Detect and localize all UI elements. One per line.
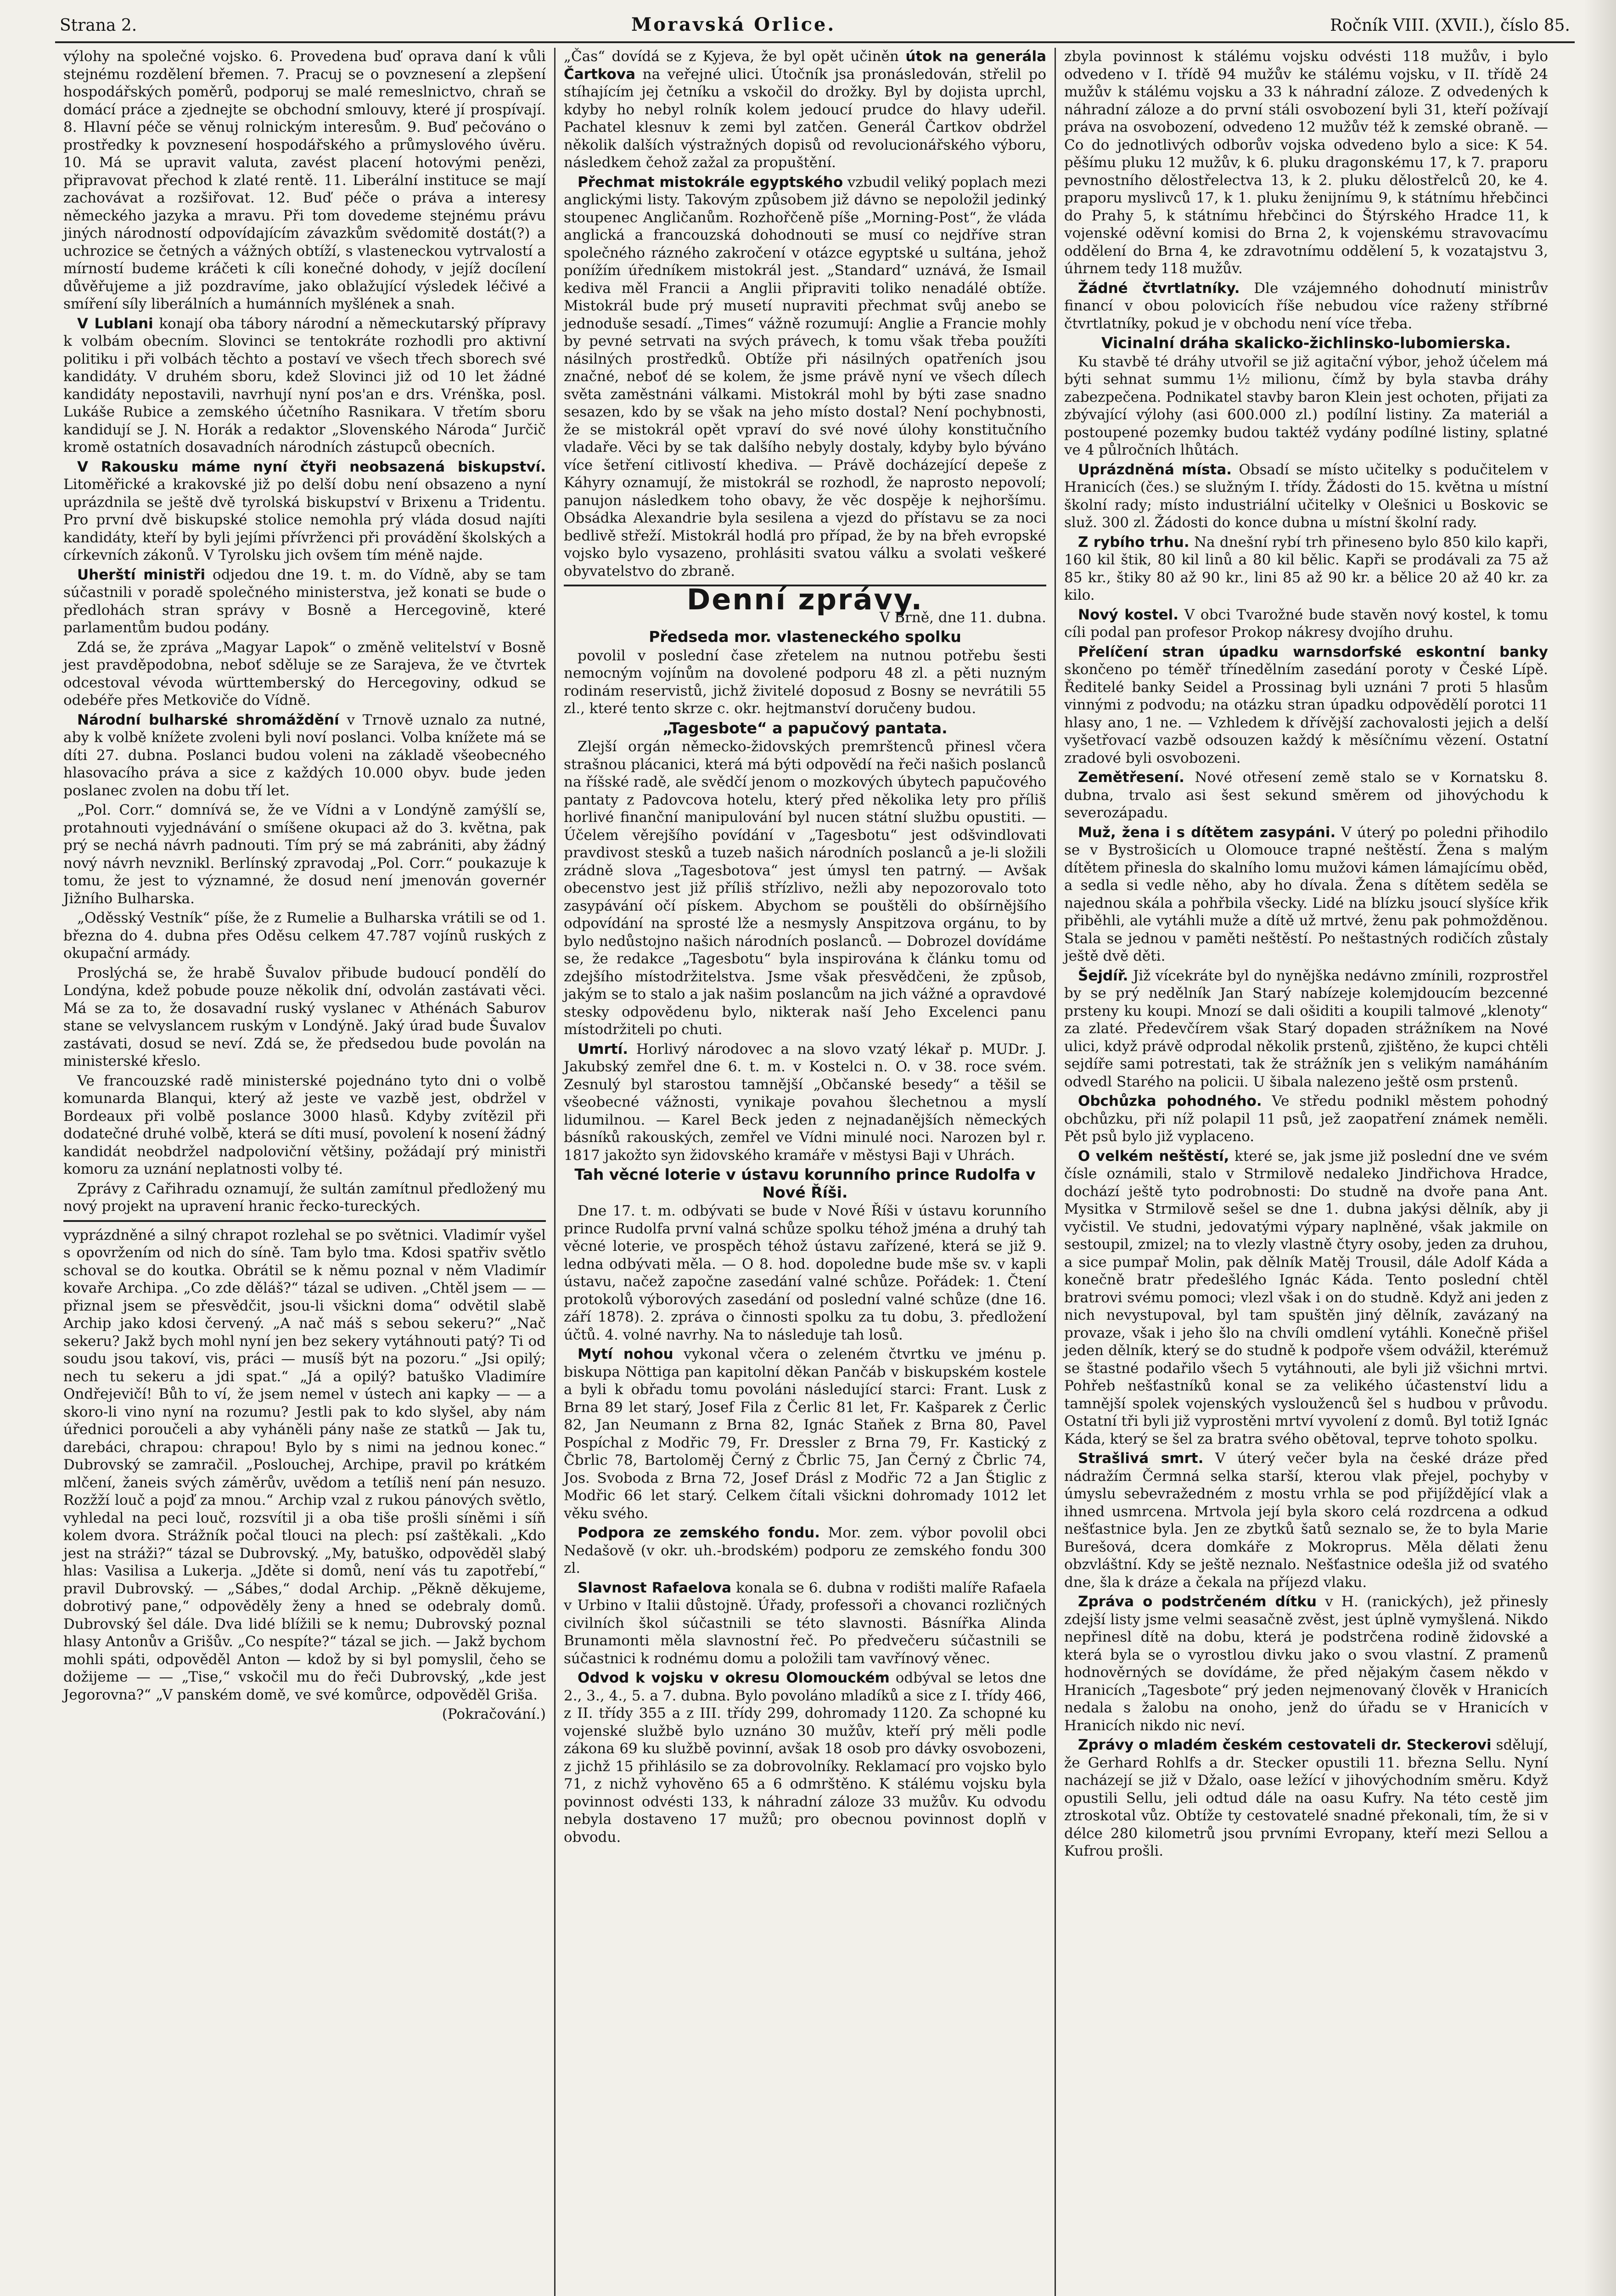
text-ditko: v H. (ranických), jež přinesly zdejší listy jsme velmi seasačně zvěst, jest úplně vymyšlená. Nikdo nepřinesl dítě na dobu, která je podstrčena rodině židovské a která byla se o vyrostlou divku jako o svou vlastní. Z pramenů hodnověrných se dovídáme, že před nějakým časem někdo v Hranicích „Tagesbote“ prý jeden nejmenovaný člověk v Hranicích nedala s žalobu na onoho, jenž do úřadu se v Hranicích v Hranicích nikdo nic neví.	[1064, 1593, 1549, 1734]
article-umrti	[564, 1041, 1046, 1165]
heading-egypt: Přechmat mistokrále egyptského	[578, 174, 843, 191]
text-lublani: konají oba tábory národní a německutarský přípravy k volbám obecním. Slovinci se tentokráte rozhodli pro aktivní politiku i při volbách těchto a postaví ve všech třech sborech své kandidáty. V druhém sboru, kdež Slovinci již od 10 let žádné kandidáty nepostavili, navrhují nyní pos'an e drs. Vrénška, posl. Lukáše Rubice a zemského účetního Rasnikara. V třetím sboru kandidují se J. N. Horák a redaktor „Slovenského Národa“ Jurčič kromě ostatních dosavadních národních zástupců obecních.	[63, 315, 546, 456]
text-mista: Obsadí se místo učitelky s podučitelem v Hranicích (čes.) se služným I. třídy. Žádosti do 15. května u místní školní rady; místo industriální učitelky v Olešnici u Boskovic se služ. 300 zl. Žádosti do konce dubna u místní školní rady.	[1064, 461, 1549, 531]
article-ryb	[1064, 534, 1548, 604]
article-podpora	[564, 1524, 1046, 1577]
section-title-denni-zpravy: Denní zprávy.	[686, 583, 924, 616]
article-mista	[1064, 461, 1548, 532]
text-stecker: sdělují, že Gerhard Rohlfs a dr. Stecker opustili 11. března Sellu. Nyní nacházejí se již v Džalo, oase ležící v jihovýchodním směru. Když opustili Sellu, jeli odtud dále na oasu Kufry. Na této cestě jim ztroskotal vůz. Obtíže ty cestovatelé snadné překonali, tím, že si v délce 280 kilometrů jsou prvními Evropany, kteří mezi Sellou a Kufrou prošli.	[1064, 1737, 1548, 1859]
text-cartkov: na veřejné ulici. Útočník jsa pronásledován, střelil po stíhajícím jej četníku a vskočil do drožky. Byl by dojista uprchl, kdyby ho nebyl rolník kolem jedoucí prudce do hlavy udeřil. Pachatel klesnuv k zemi byl zatčen. Generál Čartkov obdržel několik dalších výstražných dopisů od revolucionářského výboru, následkem čehož zažal za propuštění.	[564, 66, 1046, 171]
article-muz	[1064, 824, 1548, 965]
heading-banky: Přelíčení stran úpadku warnsdorfské eskontní banky	[1078, 643, 1548, 660]
issue-info: Ročník VIII. (XVII.), číslo 85.	[1330, 16, 1570, 35]
page-header	[55, 14, 1575, 43]
article-odvod	[564, 1669, 1046, 1846]
text-egypt: vzbudil veliký poplach mezi anglickými listy. Takovým způsobem již dávno se nepoložil jedinký stoupenec Angličanům. Rozhořčeně píše „Morning-Post“, že vláda anglická a francouzská dohodnouti se musí co nejdříve stran společného rázného zakročení v otázce egyptské u sultána, jehož ponížím úředníkem mistokrál jest. „Standard“ uznává, že Ismail kediva měl Francii a Anglii připraviti toliko nenadálé obtíže. Mistokrál bude prý musetí nupraviti přechmat svůj anebo se jednoduše sesadí. „Times“ vážně rozumují: Anglie a Francie mohly by pevné setrvati na svých právech, k tomu však třeba použíti násilných prostředků. Obtíže při násilných opatřeních jsou značné, neboť dé se kolem, že jsme právě nyní ve všech dílech světa zaměstnáni válkami. Mistokrál mohl by býti zase snadno sesazen, kdo by se však na jeho místo dostal? Není pochybnosti, že se mistokrál opět vpraví do své nové úlohy konstitučního vladaře. Věci by se tak dalšího nebyly dostaly, kdyby bylo býváno více šetření citlivostí khediva. — Právě docházející depeše z Káhyry oznamují, že mistokrál se rozhodl, že naprosto nepovolí; panujon následkem toho obavy, že věc dospěje k nejhoršímu. Obsádka Alexandrie byla sesilena a vjezd do přístavu se za noci bedlivě střeží. Mistokrál hodlá pro případ, že by na břeh evropské vojsko bylo vysazeno, prohlásiti svatou válku a svolati veškeré obyvatelstvo do zbraně.	[564, 174, 1046, 580]
heading-podpora: Podpora ze zemského fondu.	[578, 1525, 820, 1541]
article-rafael	[564, 1579, 1046, 1668]
article-myti	[564, 1345, 1046, 1522]
article-polcorr: „Pol. Corr.“ domnívá se, že ve Vídni a v Londýně zamýšlí se, protahnouti vyjednávání o smíšene okupaci až do 3. května, pak prý se nechá návrh padnouti. Tím prý se má zabrániti, aby žádný nový návrh nevznikl. Berlínský zpravodaj „Pol. Corr.“ poukazuje k tomu, že jest to významné, že dosud není jmenován governér Jižního Bulharska.	[63, 802, 546, 907]
heading-smrt: Strašlivá smrt.	[1078, 1450, 1204, 1467]
text-kostel: V obci Tvarožné bude stavěn nový kostel, k tomu cíli podal pan profesor Prokop nákresy dvojího druhu.	[1064, 606, 1548, 641]
masthead: Moravská Orlice.	[631, 14, 836, 35]
article-biskupstvi	[63, 458, 546, 564]
heading-predseda: Předseda mor. vlasteneckého spolku	[649, 628, 961, 646]
heading-obchuzka: Obchůzka pohodného.	[1078, 1093, 1262, 1109]
article-francouzske: Ve francouzské radě ministerské pojednáno tyto dni o volbě komunarda Blanqui, který až jeste ve vazbě jest, obdržel v Bordeaux při volbě poslance 3000 hlasů. Kdyby zvítězil při dodatečné druhé volbě, která se díti musí, povolení k nosení žádný kandidát neobdržel nadpoloviční většiny, požádají prý ministři komoru za uznání neplatnosti volby té.	[63, 1072, 546, 1177]
heading-rafael: Slavnost Rafaelova	[578, 1579, 732, 1596]
article-suvalov: Proslýchá se, že hrabě Šuvalov přibude budoucí pondělí do Londýna, kdež pobude pouze několik dní, odvolán zastávati věci. Má se za to, že dosavadní ruský vyslanec v Athénách Saburov stane se velvyslancem ruským v Londýně. Jaký úrad bude Šuvalov zastávati, dosud se neví. Zdá se, že předsedou bude povolán na ministerské křeslo.	[63, 964, 546, 1069]
article-egypt	[564, 174, 1046, 580]
heading-mista: Uprázdněná místa.	[1078, 461, 1232, 478]
text-sejdir: Již vícekráte byl do nynějška nedávno zmínili, rozprostřel by se prý nedělník Jan Starý nabízeje kolemjdoucím bezcenné prsteny ku koupi. Mnozí se dali ošiditi a koupili talmové „klenoty“ za zlaté. Předevčírem však Starý dopaden strážníkem na Nové ulici, když právě odprodal několik prstenů, zjištěno, že kupci chtěli sejdíře sami potrestati, tak že strážník jen s velikým namáháním odvedl Starého na policii. U šibala nalezeno ještě osm prstenů.	[1064, 967, 1549, 1090]
heading-cartkov: útok na generála Čartkova	[564, 48, 1047, 83]
article-kostel	[1064, 606, 1548, 642]
text-zemetreseni: Nové otřesení země stalo se v Kornatsku 8. dubna, trvalo asi šest sekund směrem od jihovýchodu k severozápadu.	[1064, 769, 1549, 821]
text-muz: V úterý po poledni přihodilo se v Bystrošicích u Olomouce trapné neštěstí. Žena s malým dítětem přinesla do skalního lomu mužovi kámen lámajícímu oběd, a sedla si vedle něho, aby ho dívala. Žena s dítětem seděla se najednou skála a pohřbila všecky. Lidé na blízku jsoucí slyšíce křik přiběhli, ale vytáhli muže a dítě už mrtvé, ženu pak pohmožděnou. Stala se jednou v paměti neštěstí. Po neštastných rodičích zůstaly ještě dvě děti.	[1064, 824, 1548, 964]
column-2	[556, 48, 1056, 2296]
article-stecker	[1064, 1736, 1548, 1860]
heading-kostel: Nový kostel.	[1078, 606, 1179, 623]
text-ctvrtlatniky: Dle vzájemného dohodnutí ministrův financí v obou polovicích říše nebudou více raženy stříbrné čtvrtlatníky, pokud je v obchodu není více třeba.	[1064, 280, 1548, 332]
text-odvod: odbýval se letos dne 2., 3., 4., 5. a 7. dubna. Bylo povoláno mladíků a sice z I. třídy 466, z II. třídy 355 a z III. třídy 299, dohromady 1120. Za schopné ku vojenské službě bylo uznáno 30 mužův, kteří prý měli podle zákona 69 ku službě povinní, avšak 18 osob pro dávky osvobozeni, z jichž 15 přihlásilo se za dobrovolníky. Reklamací pro vojsko bylo 71, z nichž vyhověno 65 a 6 odmrštěno. K stálému vojsku byla povinnost odvésti 133, k náhradní záloze 33 mužův. Ku odvodu nebyla dostaveno 17 mužů; pro obecnou povinnost doplň v obvodu.	[564, 1670, 1046, 1846]
heading-ditko: Zpráva o podstrčeném dítku	[1078, 1593, 1317, 1610]
heading-uhersti: Uherští ministři	[77, 566, 206, 583]
column-3	[1056, 48, 1556, 2296]
article-lublani	[63, 315, 546, 456]
text-cartkov-intro: „Čas“ dovídá se z Kyjeva, že byl opět učiněn	[564, 48, 899, 65]
article-banky	[1064, 643, 1548, 767]
text-myti: vykonal včera o zeleném čtvrtku ve jménu p. biskupa Nöttiga pan kapitolní děkan Pančáb v biskupském kostele a byli k obřadu tomu povoláni následující starci: Frant. Lusk z Brna 89 let starý, Josef Fila z Čerlic 81 let, Fr. Kašparek z Čerlic 82, Jan Neumann z Brna 82, Ignác Staňek z Brna 80, Pavel Pospíchal z Modřic 79, Fr. Dressler z Brna 79, Fr. Kastický z Čbrlic 78, Bartoloměj Černý z Čbrlic 75, Jan Černý z Čbrlic 74, Jos. Svoboda z Brna 72, Josef Drásl z Modřic 72 a Jan Štiglic z Modřic 66 let starý. Celkem čítali všickni dohromady 1012 let věku svého.	[564, 1346, 1046, 1522]
text-ryb: Na dnešní rybí trh přineseno bylo 850 kilo kapři, 160 kil štik, 80 kil linů a 80 kil bělic. Kapři se prodávali za 75 až 85 kr., štiky 80 až 90 kr., lini 85 až 90 kr. a bělice 20 až 40 kr. za kilo.	[1064, 534, 1548, 603]
text-banky: skončeno po téměř třínedělním zasedání poroty v České Lípě. Ředitelé banky Seidel a Prossinag byli uznáni 7 proti 5 hlasům vinnými z podvodu; na otázku stran úpadku odpovědělí porotci 11 hlasy ano, 1 ne. — Vzhledem k dřívější zachovalosti jejich a delší vyšetřovací vazbě odsouzen každý k měsíčnímu vězení. Ostatní zradové byli osvobozeni.	[1064, 661, 1548, 766]
heading-lublani: V Lublani	[77, 315, 153, 332]
text-loterie: Dne 17. t. m. odbývati se bude v Nové Říši v ústavu korunního prince Rudolfa první valná schůze spolku téhož jména a druhý tah věcné loterie, ve prospěch téhož ústavu zařízené, která se již 9. ledna odbývati měla. — O 8. hod. dopoledne bude mše sv. v kapli ústavu, načež započne zasedání valné schůze. Pořádek: 1. Čtení protokolů výborových zasedání od poslední valné schůze (dne 16. září 1878). 2. zpráva o činnosti spolku za tu dobu, 3. předložení účtů. 4. volné navrhy. Na to následuje tah losů.	[564, 1203, 1046, 1343]
article-nesteste	[1064, 1148, 1548, 1448]
heading-muz: Muž, žena i s dítětem zasypáni.	[1078, 824, 1336, 841]
dateline: V Brně, dne 11. dubna.	[880, 609, 1046, 626]
scan-edge	[1584, 0, 1616, 2296]
article-cartkov	[564, 48, 1046, 172]
text-predseda: povolil v poslední čase zřetelem na nutnou potřebu šesti nemocným vojínům na dovolené podporu 48 zl. a pěti nuzným rodinám reservistů, jichž živitelé doposud z Bosny se nevrátili 55 zl., které tento skrze c. okr. hejtmanství doručeny budou.	[564, 647, 1046, 717]
article-ditko	[1064, 1593, 1548, 1734]
heading-odvod: Odvod k vojsku v okresu Olomouckém	[578, 1670, 890, 1686]
heading-draha: Vicinalní dráha skalicko-žichlinsko-lubomierska.	[1101, 334, 1511, 352]
text-podpora: Mor. zem. výbor povolil obci Nedašově (v okr. uh.-brodském) podporu ze zemského fondu 300 zl.	[564, 1525, 1047, 1576]
text-odvod-cont: zbyla povinnost k stálému vojsku odvésti 118 mužův, i bylo odvedeno v I. třídě 94 mužův ke stálému vojsku, v II. třídě 24 mužův k stálému vojsku a 33 k náhradní záloze. Z odvedených k náhradní záloze a do první stáli osvobození byli 31, kteří požívají práva na osvobození, odvedeno 12 mužův též k zemské obraně. — Co do jednotlivých odborův vojska odvedeno bylo a sice: K 54. pěšímu pluku 12 mužův, k 6. pluku dragonskému 17, k 7. praporu pevnostního dělostřelectva 13, k 2. pluku dělostřelců 20, ke 4. praporu myslivců 17, k 1. pluku ženijnímu 9, k státnímu hřebčinci do Prahy 5, k státnímu hřebčinci do Štýrského Hradce 11, k vojenské oděvní komisi do Brna 2, k vojenskému stravovacímu oddělení do Brna 4, ke zdravotnímu oddělení 5, k vozatajstvu 3, úhrnem tedy 118 mužův.	[1064, 48, 1548, 277]
feuilleton-divider	[63, 1220, 546, 1222]
page-number: Strana 2.	[60, 16, 137, 35]
text-bulharske: v Trnově uznalo za nutné, aby k volbě knížete zvoleni byli noví poslanci. Volba knížete má se díti 27. dubna. Poslanci budou voleni na základě všeobecného hlasovacího práva a sice z každých 10.000 obyv. bude jeden poslanec zvolen na dobu tří let.	[63, 711, 546, 799]
text-draha: Ku stavbě té dráhy utvořil se již agitační výbor, jehož účelem má býti sehnat summu 1½ milionu, čímž by byla stavba dráhy zabezpečena. Podnikatel stavby baron Klein jest ochoten, přijati za zbývající výlohy (asi 600.000 zl.) podílní listiny. Za materiál a postoupené pozemky budou taktéž vydány podílné listiny, splatné ve 4 půlročních lhůtách.	[1064, 353, 1548, 458]
article-smrt	[1064, 1450, 1548, 1591]
text-rafael: konala se 6. dubna v rodišti malíře Rafaela v Urbino v Italii důstojně. Úřady, professoři a chovanci rozličných civilních škol súčastnili se této slavnosti. Básnířka Alinda Brunamonti měla slavnostní řeč. Po předvečeru súčastnili se súčastnici k rodnému domu a položili tam vavřínový věnec.	[564, 1579, 1047, 1667]
columns	[55, 48, 1575, 2296]
article-ctvrtlatniky	[1064, 280, 1548, 333]
column-1	[55, 48, 556, 2296]
heading-sejdir: Šejdíř.	[1078, 967, 1128, 984]
heading-ryb: Z rybího trhu.	[1078, 534, 1190, 551]
heading-ctvrtlatniky: Žádné čtvrtlatníky.	[1078, 280, 1240, 297]
article-zemetreseni	[1064, 769, 1548, 822]
heading-loterie: Tah věcné loterie v ústavu korunního prince Rudolfa v Nové Říši.	[574, 1165, 1036, 1201]
text-smrt: V úterý večer byla na české dráze před nádražím Čermná selka starší, kterou vlak přejel, pochyby v úmyslu sebevražedném z mostu vrhla se pod přijíždějící vlak a ihned usmrcena. Mrtvola její byla skoro celá rozdrcena a odkud nešťastnice byla. Jen ze zbytků šatů seznalo se, že to byla Marie Burešová, dcera domkáře z Mokroprus. Měla dělati ženu obzvláštní. Kdy se ještě neznalo. Nešťastnice odešla již od svatého dne, šla k dráze a čekala na příjezd vlaku.	[1064, 1450, 1548, 1591]
heading-umrti: Umrtí.	[578, 1041, 628, 1058]
heading-tagesbote: „Tagesbote“ a papučový pantata.	[662, 719, 948, 737]
article-zmene: Zdá se, že zpráva „Magyar Lapok“ o změně velitelství v Bosně jest pravděpodobna, neboť sděluje se ze Sarajeva, že ve čtvrtek odcestoval vévoda württemberský do Hercegoviny, odkud se odebéře přes Metkoviče do Vídně.	[63, 639, 546, 709]
article-sejdir	[1064, 967, 1548, 1091]
text-umrti: Horlivý národovec a na slovo vzatý lékař p. MUDr. J. Jakubský zemřel dne 6. t. m. v Kostelci n. O. v 38. roce svém. Zesnulý byl starostou tamnější „Občanské besedy“ a těšil se všeobecné vážnosti, vynikaje povahou šlechetnou a myslí lidumilnou. — Karel Beck jeden z nejnadanějších německých básníků rakouských, zemřel ve Vídni minulé noci. Narozen byl r. 1817 jakožto syn židovského kramáře v městysi Baji v Uhrách.	[564, 1041, 1047, 1164]
text-uhersti: odjedou dne 19. t. m. do Vídně, aby se tam súčastnili v poradě společného ministerstva, jež konati se bude o předlohách stran správy v Bosně a Hercegovině, které parlamentům budou podány.	[63, 566, 546, 636]
feuilleton-continued: (Pokračování.)	[442, 1706, 546, 1722]
heading-zemetreseni: Zemětřesení.	[1078, 769, 1184, 786]
article-obchuzka	[1064, 1092, 1548, 1146]
heading-biskupstvi: V Rakousku máme nyní čtyři neobsazená biskupství.	[77, 458, 546, 475]
article-carihrad: Zprávy z Cařihradu oznamují, že sultán zamítnul předložený mu nový projekt na upravení hranic řecko-tureckých.	[63, 1180, 546, 1215]
text-biskupstvi: Litoměřické a krakovské již po delší dobu není obsazeno a nyní uprázdnila se ještě dvě tyrolská biskupství v Brixenu a Tridentu. Pro první dvě biskupské stolice nemohla prý vláda dosud najíti kandidáty, kteří by byli jejími přívrženci při provádění školských a církevních zákonů. V Tyrolsku jich ovšem tím méně najde.	[63, 476, 546, 563]
article-bulharske	[63, 711, 546, 800]
article-odessky: „Oděsský Vestník“ píše, že z Rumelie a Bulharska vrátili se od 1. března do 4. dubna přes Oděsu celkem 47.787 vojínů ruských z okupační armády.	[63, 910, 546, 962]
text-nesteste: které se, jak jsme již poslední dne ve svém čísle oznámili, stalo v Strmilově nedaleko Jindřichova Hradce, dochází ještě tyto podrobnosti: Do studně na dvoře pana Ant. Mysitka v Strmilově sešel se dne 1. dubna jakýsi dělník, aby ji vyčistil. Ve studni, jedovatými výpary naplněné, však jakmile on sestoupil, zmizel; na to vlezly vlastně čtyry osoby, jeden za druhou, a sice pumpař Molin, pak dělník Matěj Trousil, dále Adolf Káda a konečně bratr předešlého Ignác Káda. Tento poslední chtěl bratrovi svému pomoci; vlezl však i on do studně. Když ani jeden z nich nevystupoval, byl tam spuštěn jiný dělník, zavázaný na provaze, však i jeho šlo na chvíli omdlení vytáhli. Konečně přišel jeden dělník, který se do studně k podpoře všem odvážil, kterémuž se štastné podařilo všech 5 vytáhnouti, ale byli již všichni mrtvi. Pohřeb nešťastníků konal se za velikého účastenství lidu a tamnější spolek vojenských vyslouženců šel s hudbou v průvodu. Ostatní tři byli již vyprostěni mrtví vyvolení z domů. Byl totiž Ignác Káda, který se šel za bratra svého obětoval, teprve tohoto spolku.	[1064, 1148, 1548, 1447]
article-program: výlohy na společné vojsko. 6. Provedena buď oprava daní k vůli stejnému rozdělení břemen. 7. Pracuj se o povznesení a zlepšení hospodářských poměrů, podporuj se malé remeslnictvo, chraň se domácí práce a zjednejte se obchodní smlouvy, které jí prospívají. 8. Hlavní péče se věnuj rolnickým interesům. 9. Buď pečováno o prostředky k povznesení hospodářského a průmyslového úvěru. 10. Má se upravit valuta, zavést placení hotovými penězi, připravovat přechod k zlaté rentě. 11. Liberální instituce se mají zachovávat a rozšiřovat. 12. Buď péče o práva a interesy německého jazyka a mravu. Při tom dovedeme stejnému právu jiných národností odpovídajícím závazkům svědomitě dostát(?) a uchrozice se četných a vážných obtíží, s vlasteneckou vytrvalostí a mírností budeme kráčeti k cíli konečné dohody, v jejíž docílení důvěřujeme a již pozdravíme, jako oblažující výsledek léčivé a smíření síly liberálních a humánních myšlének a snah.	[63, 48, 546, 312]
text-tagesbote: Zlejší orgán německo-židovských premrštenců přinesl včera strašnou plácanici, která má býti odpovědí na řeči našich poslanců na říšské radě, ale svědčí jenom o mozkových úbytech papučového pantaty z Padovcova hotelu, který před několika lety pro příliš horlivé finanční manipulování byl nucen státní službu opustiti. — Účelem věrejšího povídání v „Tagesbotu“ jest odšvindlovati pravdivost stesků a tuzeb našich národních poslanců a je-li složili zrádně slova „Tagesbotova“ jest úmysl ten patrný. — Avšak obecenstvo jest již příliš střízlivo, nežli aby nepozorovalo toto zasypávání očí pískem. Abychom se pouštěli do obšírnějšího odpovídání na sprosté lže a nesmysly Anspitzova orgánu, to by bylo nedůstojno našich národních poslanců. — Dobrozel dovídáme se, že redakce „Tagesbotu“ byla inspirována k článku tomu od zdejšího místodržitelstva. Jsme však přesvědčeni, že způsob, jakým se to stalo a jak našim poslancům na jich vážné a opravdové stesky odpovědenu bylo, nikterak naší Jeho Excelenci panu místodržiteli po chuti.	[564, 738, 1046, 1038]
feuilleton-text: vyprázdněné a silný chrapot rozlehal se po světnici. Vladimír vyšel s opovržením od nich do síně. Tam bylo tma. Kdosi spatřiv světlo schoval se do koutka. Obrátil se k němu poznal v něm Vladimír kovaře Archipa. „Co zde děláš?“ tázal se udiven. „Chtěl jsem — — přiznal jsem se přesvědčit, jsou-li všickni doma“ odvětil slabě Archip jako kdosi červený. „A nač máš s sebou sekeru?“ „Nač sekeru? Jakž bych mohl nyní jen bez sekery vytáhnouti patý? Ti od soudu jsou takoví, vis, práci — musíš být na pozoru.“ „Jsi opilý; nech tu sekeru a jdi spat.“ „Já a opilý? batuško Vladimíre Ondřejevičí! Bůh to ví, že jsem nemel v ústech ani kapky — — a skoro-li vino nyní na rozumu? Jestli pak to kdo slyšel, aby nám úřednici poroučeli a aby vyháněli pány naše ze statků — Jak tu, darebáci, chrapou: chrapou! Bylo by s nimi na jednou konec.“ Dubrovský se zamračil. „Poslouchej, Archipe, pravil po krátkém mlčení, žaneis svých záměrův, uvědom a tetíliš není pán nesuzo. Rozžží louč a pojď za mnou.“ Archip vzal z rukou pánových světlo, vyhledal na peci louč, rozsvítil ji a oba tiše prošli síněmi i síň kolem dvora. Strážník počal tlouci na plech: psí zaštěkali. „Kdo jest na stráži?“ tázal se Dubrovský. „My, batuško, odpověděl slabý hlas: Vasilisa a Lukerja. „Jděte si domů, není vás tu zapotřebí,“ pravil Dubrovský. — „Sábes,“ dodal Archip. „Pěkně děkujeme, dobrotivý pane,“ odpověděly ženy a hned se odebraly domů. Dubrovský šel dále. Dva lidé blížili se k nemu; Dubrovský poznal hlasy Antonův a Grišův. „Co nespíte?“ tázal se jich. — Jakž bychom mohli spáti, odpověděl Anton — kdož by si byl pomyslil, čeho se dožijeme — — „Tise,“ vskočil mu do řeči Dubrovský, „kde jest Jegorovna?“ „V panském domě, ve své komůrce, odpověděl Griša.	[63, 1227, 546, 1703]
article-uhersti	[63, 566, 546, 637]
heading-nesteste: O velkém neštěstí,	[1078, 1148, 1229, 1165]
heading-stecker: Zprávy o mladém českém cestovateli dr. Steckerovi	[1078, 1737, 1492, 1753]
heading-bulharske: Národní bulharské shromáždění	[77, 711, 339, 728]
text-obchuzka: Ve středu podnikl městem pohodný obchůzku, při níž polapil 11 psů, jež zaopatření známek neměli. Pět psů bylo již vyplaceno.	[1064, 1093, 1548, 1145]
heading-myti: Mytí nohou	[578, 1346, 673, 1362]
